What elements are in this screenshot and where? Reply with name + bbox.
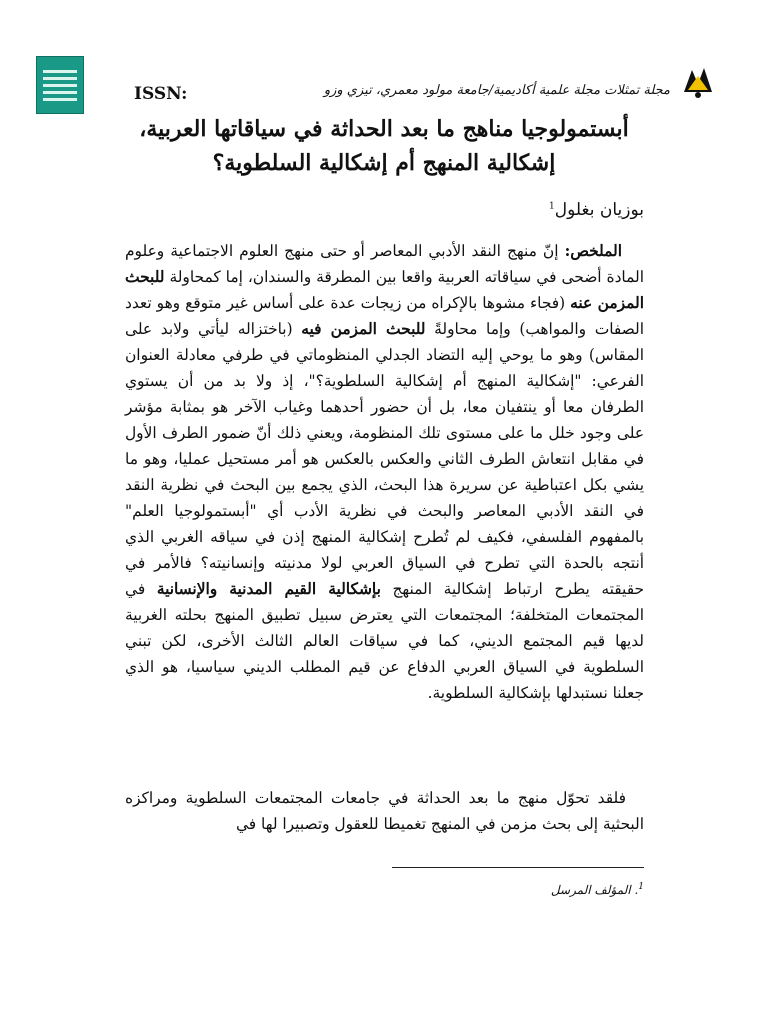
abstract-bold-2: للبحث المزمن فيه — [301, 320, 426, 338]
lab-logo — [36, 56, 84, 114]
abstract — [125, 238, 644, 706]
author-footnote-mark: 1 — [549, 201, 555, 212]
logo-bar — [43, 91, 77, 94]
logo-bar — [43, 70, 77, 73]
paper-title — [90, 112, 678, 180]
abstract-bold-1: للبحث المزمن عنه — [125, 268, 644, 312]
footnote — [551, 882, 644, 897]
body-paragraph: فلقد تحوّل منهج ما بعد الحداثة في جامعات المجتمعات السلطوية ومراكزه البحثية إلى بحث مزمن في المنهج تغميطا للعقول وتصبيرا لها في — [125, 789, 644, 833]
journal-line: مجلة تمثلات مجلة علمية أكاديمية/جامعة مولود معمري، تيزي وزو — [323, 83, 670, 98]
abstract-bold-3: بإشكالية القيم المدنية والإنسانية — [156, 580, 381, 598]
abstract-text-4: في المجتمعات المتخلفة؛ المجتمعات التي يعترض سبيل تطبيق المنهج بحلته الغربية لديها قيم المجتمع الديني، كما في سياقات العالم الثالث الأخرى، لكن تبني السلطوية في السياق العربي الدفاع عن قيم المطلب الديني سياسيا، هو الذي جعلنا نستبدلها بإشكالية السلطوية. — [125, 580, 644, 702]
abstract-text-3: (باختزاله ليأتي ولابد على المقاس) وهو ما يوحي إليه التضاد الجدلي المنظوماتي في طرفي معادلة العنوان الفرعي: "إشكالية المنهج أم إشكالية السلطوية؟"، إذ ولا بد من أن يستوي الطرفان معا أو ينتفيان معا، بل أن حضور أحدهما وغياب الآخر هو بمثابة مؤشر على وجود خلل ما على مستوى تلك المنظومة، ويعني ذلك أنّ ضمور الطرف الأول في مقابل انتعاش الطرف الثاني والعكس بالعكس هو أمر مستحيل عمليا، وهو ما يشي بكل اعتباطية عن سريرة هذا البحث، الذي يجمع بين البحث في نظرية النقد في النقد الأدبي المعاصر والبحث في نظرية الأدب أي "أبستمولوجيا العلم" بالمفهوم الفلسفي، فكيف لم تُطرح إشكالية المنهج إذن في سياقه الغربي الذي أنتجه بالحدة التي تطرح في السياق العربي لولا مدنيته وإنسانيته؟ فالأمر في حقيقته يطرح ارتباط إشكالية المنهج — [125, 320, 644, 598]
abstract-label: الملخص: — [564, 242, 622, 260]
logo-bar — [43, 77, 77, 80]
author-name — [549, 200, 644, 220]
title-line-1: أبستمولوجيا مناهج ما بعد الحداثة في سياقاتها العربية، — [139, 116, 629, 142]
footnote-mark: 1 — [638, 882, 644, 892]
footnote-text: . المؤلف المرسل — [550, 883, 639, 897]
title-line-2: إشكالية المنهج أم إشكالية السلطوية؟ — [212, 150, 556, 176]
footnote-divider — [392, 867, 644, 868]
abstract-text-1: إنّ منهج النقد الأدبي المعاصر أو حتى منهج العلوم الاجتماعية وعلوم المادة أضحى في سياقاته العربية واقعا بين المطرقة والسندان، إما كمحاولة — [125, 242, 644, 286]
logo-bar — [43, 98, 77, 101]
issn-label: ISSN: — [134, 84, 188, 104]
logo-bar — [43, 84, 77, 87]
abstract-text-2: (فجاء مشوها بالإكراه من زيجات عدة على أساس غير متوقع وهو تعدد الصفات والمواهب) وإما محاولةً — [125, 294, 644, 338]
author-text: بوزيان بغلول — [554, 200, 644, 220]
university-logo — [678, 62, 718, 102]
